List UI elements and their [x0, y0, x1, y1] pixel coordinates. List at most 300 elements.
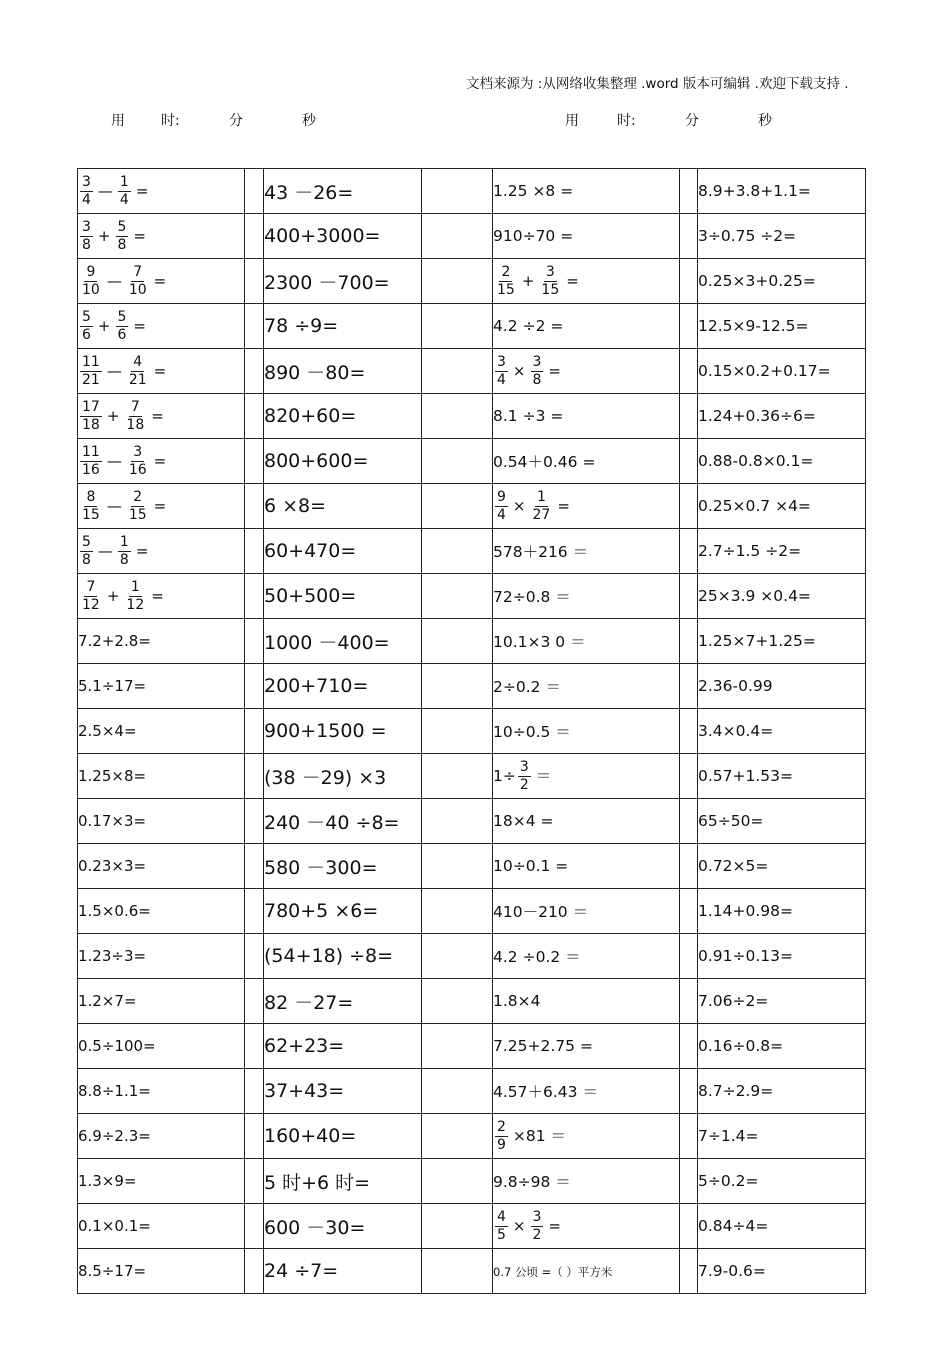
exercise-col4: [698, 574, 866, 619]
spacer-cell: [245, 574, 264, 619]
operator: —: [97, 542, 113, 560]
spacer-cell: [245, 619, 264, 664]
exercise-col1: [78, 214, 245, 259]
denominator: 4: [82, 191, 91, 208]
middle-gap: [422, 439, 493, 484]
expr-text: 1.25×7+1.25=: [698, 632, 816, 650]
expr-text: (54+18) ÷8=: [264, 945, 394, 967]
exercise-col2: [264, 1114, 422, 1159]
expr-text: 0.57+1.53=: [698, 767, 793, 785]
middle-gap: [422, 979, 493, 1024]
expr-text: 7.2+2.8=: [78, 632, 151, 650]
exercise-col1: [78, 664, 245, 709]
time-fen: 分: [685, 113, 699, 129]
expr-text: 9.8÷98 ＝: [493, 1173, 571, 1191]
spacer-cell: [680, 304, 698, 349]
middle-gap: [422, 349, 493, 394]
table-row: [78, 754, 866, 799]
expr-text: 4.57＋6.43 ＝: [493, 1083, 598, 1101]
exercise-col3: [493, 889, 680, 934]
middle-gap: [422, 529, 493, 574]
spacer-cell: [680, 934, 698, 979]
fraction: [531, 489, 553, 524]
expr-pre: 1÷: [493, 766, 516, 785]
operator: ×: [512, 362, 526, 380]
fraction: [531, 354, 544, 389]
exercise-col3: [493, 1159, 680, 1204]
numerator: 3: [545, 263, 555, 280]
fraction: [80, 354, 102, 389]
denominator: 10: [82, 281, 100, 298]
exercise-col1: [78, 574, 245, 619]
expr-text: 0.16÷0.8=: [698, 1037, 784, 1055]
denominator: 2: [532, 1226, 542, 1243]
expr-text: 78 ÷9=: [264, 315, 339, 337]
operator: +: [106, 407, 120, 425]
expr-text: 25×3.9 ×0.4=: [698, 587, 811, 605]
fraction: [80, 174, 93, 209]
middle-gap: [422, 709, 493, 754]
exercise-col3: [493, 574, 680, 619]
exercise-col3: [493, 619, 680, 664]
expr-post: ×81 ＝: [512, 1126, 567, 1145]
denominator: 15: [541, 281, 560, 298]
exercise-col4: [698, 529, 866, 574]
expr-text: 12.5×9-12.5=: [698, 317, 809, 335]
exercise-col1: [78, 394, 245, 439]
table-row: [78, 529, 866, 574]
exercise-col3: [493, 1024, 680, 1069]
expr-text: 400+3000=: [264, 225, 381, 247]
spacer-cell: [245, 169, 264, 214]
expr-text: 37+43=: [264, 1080, 345, 1102]
middle-gap: [422, 169, 493, 214]
exercise-col2: [264, 754, 422, 799]
operator: ×: [512, 1217, 526, 1235]
expr-text: 0.25×0.7 ×4=: [698, 497, 811, 515]
expr-text: (38 －29) ×3: [264, 766, 387, 789]
equals: =: [153, 497, 167, 515]
exercise-col3: [493, 799, 680, 844]
middle-gap: [422, 619, 493, 664]
middle-gap: [422, 1024, 493, 1069]
table-row: [78, 1114, 866, 1159]
numerator: 7: [86, 578, 96, 595]
denominator: 8: [532, 371, 542, 388]
exercise-col4: [698, 709, 866, 754]
expr-text: 800+600=: [264, 450, 369, 472]
exercise-col2: [264, 169, 422, 214]
expr-text: 1.5×0.6=: [78, 902, 151, 920]
spacer-cell: [245, 844, 264, 889]
spacer-cell: [680, 1114, 698, 1159]
exercise-col4: [698, 1159, 866, 1204]
numerator: 2: [501, 263, 511, 280]
fraction: [116, 309, 129, 344]
table-row: [78, 1024, 866, 1069]
denominator: 8: [117, 236, 127, 253]
exercise-col1: [78, 484, 245, 529]
exercise-col3: [493, 979, 680, 1024]
spacer-cell: [680, 1249, 698, 1294]
exercise-col4: [698, 394, 866, 439]
spacer-cell: [245, 934, 264, 979]
denominator: 27: [532, 506, 551, 523]
exercise-col4: [698, 889, 866, 934]
expr-text: 2.7÷1.5 ÷2=: [698, 542, 802, 560]
exercise-col3: [493, 394, 680, 439]
spacer-cell: [245, 1024, 264, 1069]
exercise-col3: [493, 169, 680, 214]
table-row: [78, 484, 866, 529]
time-label-left: [111, 110, 316, 130]
equals: =: [135, 182, 149, 200]
exercise-col3: [493, 1114, 680, 1159]
denominator: 4: [497, 371, 506, 388]
expr-text: 910÷70 =: [493, 227, 574, 245]
spacer-cell: [245, 1249, 264, 1294]
exercise-col1: [78, 754, 245, 799]
operator: +: [106, 587, 120, 605]
numerator: 3: [133, 443, 143, 460]
table-row: [78, 1159, 866, 1204]
expr-text: 1.2×7=: [78, 992, 137, 1010]
exercise-col4: [698, 1249, 866, 1294]
exercise-col4: [698, 484, 866, 529]
equals: =: [548, 362, 561, 380]
spacer-cell: [245, 1114, 264, 1159]
expr-text: 0.54＋0.46 =: [493, 453, 596, 471]
fraction: [80, 579, 102, 614]
fraction: [531, 1209, 544, 1244]
exercise-col4: [698, 799, 866, 844]
spacer-cell: [245, 889, 264, 934]
numerator: 17: [82, 398, 100, 415]
exercise-col4: [698, 214, 866, 259]
fraction: [127, 444, 149, 479]
exercise-col2: [264, 844, 422, 889]
exercise-col2: [264, 529, 422, 574]
denominator: 21: [128, 371, 147, 388]
denominator: 5: [497, 1226, 506, 1243]
equals: =: [151, 407, 164, 425]
expr-text: 1.14+0.98=: [698, 902, 793, 920]
numerator: 1: [119, 173, 129, 190]
exercise-col4: [698, 439, 866, 484]
fraction: [80, 534, 93, 569]
spacer-cell: [245, 214, 264, 259]
exercise-col2: [264, 574, 422, 619]
middle-gap: [422, 664, 493, 709]
middle-gap: [422, 754, 493, 799]
exercise-col2: [264, 484, 422, 529]
operator: +: [97, 317, 111, 335]
middle-gap: [422, 1114, 493, 1159]
fraction: [80, 489, 102, 524]
expr-text: 0.72×5=: [698, 857, 769, 875]
exercise-col4: [698, 844, 866, 889]
exercise-col1: [78, 709, 245, 754]
expr-text: 4.2 ÷2 =: [493, 317, 564, 335]
exercise-col3: [493, 484, 680, 529]
denominator: 12: [126, 596, 145, 613]
fraction: [80, 309, 93, 344]
exercise-col1: [78, 1114, 245, 1159]
fraction: [80, 219, 93, 254]
exercise-col4: [698, 979, 866, 1024]
time-miao: 秒: [758, 113, 772, 129]
expr-text: 2÷0.2 ＝: [493, 678, 561, 696]
exercise-col2: [264, 439, 422, 484]
fraction: [118, 174, 131, 209]
expr-text: 50+500=: [264, 585, 357, 607]
exercise-col2: [264, 349, 422, 394]
fraction: [80, 264, 102, 299]
numerator: 1: [536, 488, 546, 505]
exercise-col3: [493, 439, 680, 484]
table-row: [78, 889, 866, 934]
fraction: [495, 354, 508, 389]
table-row: [78, 214, 866, 259]
numerator: 8: [86, 488, 96, 505]
expr-text: 240 －40 ÷8=: [264, 811, 400, 834]
table-row: [78, 1249, 866, 1294]
expr-text: 0.15×0.2+0.17=: [698, 362, 831, 380]
exercise-col2: [264, 889, 422, 934]
exercise-col4: [698, 169, 866, 214]
expr-text: 7.25+2.75 =: [493, 1037, 593, 1055]
expr-text: 65÷50=: [698, 812, 764, 830]
middle-gap: [422, 934, 493, 979]
time-label-right: [565, 110, 772, 130]
operator: +: [521, 272, 535, 290]
numerator: 4: [497, 1208, 506, 1225]
exercise-col4: [698, 1069, 866, 1114]
equals: =: [153, 452, 167, 470]
time-shi: 时:: [617, 113, 636, 129]
fraction: [118, 534, 131, 569]
exercise-col2: [264, 799, 422, 844]
exercise-col2: [264, 394, 422, 439]
spacer-cell: [680, 169, 698, 214]
expr-text: 2300 －700=: [264, 271, 390, 294]
denominator: 15: [82, 506, 100, 523]
expr-text: 600 －30=: [264, 1216, 366, 1239]
numerator: 1: [119, 533, 129, 550]
expr-text: 8.1 ÷3 =: [493, 407, 564, 425]
denominator: 15: [497, 281, 515, 298]
table-row: [78, 1069, 866, 1114]
expr-text: 1.24+0.36÷6=: [698, 407, 816, 425]
exercise-col3: [493, 214, 680, 259]
expr-text: 0.88-0.8×0.1=: [698, 452, 814, 470]
fraction: [124, 579, 146, 614]
spacer-cell: [245, 1159, 264, 1204]
exercise-col2: [264, 1249, 422, 1294]
exercise-col4: [698, 619, 866, 664]
denominator: 9: [497, 1136, 506, 1153]
exercise-col4: [698, 1024, 866, 1069]
exercise-col3: [493, 709, 680, 754]
expr-text: 200+710=: [264, 675, 369, 697]
table-row: [78, 439, 866, 484]
spacer-cell: [680, 754, 698, 799]
fraction: [127, 354, 149, 389]
numerator: 3: [519, 758, 529, 775]
exercise-col2: [264, 1204, 422, 1249]
expr-text: 1.8×4: [493, 992, 541, 1010]
spacer-cell: [680, 664, 698, 709]
spacer-cell: [680, 1069, 698, 1114]
numerator: 7: [133, 263, 143, 280]
exercise-col1: [78, 304, 245, 349]
denominator: 21: [82, 371, 100, 388]
exercise-col2: [264, 934, 422, 979]
operator: —: [106, 497, 122, 515]
numerator: 3: [82, 173, 91, 190]
expr-text: 62+23=: [264, 1035, 345, 1057]
expr-text: 60+470=: [264, 540, 357, 562]
expr-text: 578＋216 ＝: [493, 543, 589, 561]
exercise-col3: [493, 754, 680, 799]
exercise-col1: [78, 529, 245, 574]
denominator: 6: [117, 326, 127, 343]
middle-gap: [422, 1069, 493, 1114]
table-row: [78, 619, 866, 664]
spacer-cell: [245, 304, 264, 349]
exercise-col1: [78, 439, 245, 484]
equals: =: [151, 587, 164, 605]
exercise-col4: [698, 664, 866, 709]
exercise-col1: [78, 1204, 245, 1249]
exercise-col1: [78, 619, 245, 664]
numerator: 5: [117, 308, 127, 325]
expr-text: 0.25×3+0.25=: [698, 272, 816, 290]
middle-gap: [422, 1249, 493, 1294]
time-miao: 秒: [302, 113, 316, 129]
spacer-cell: [680, 529, 698, 574]
spacer-cell: [680, 394, 698, 439]
fraction: [495, 264, 517, 299]
spacer-cell: [680, 844, 698, 889]
equals: =: [135, 542, 149, 560]
denominator: 18: [82, 416, 100, 433]
equals: =: [548, 1217, 561, 1235]
exercise-col1: [78, 979, 245, 1024]
spacer-cell: [245, 664, 264, 709]
denominator: 8: [119, 551, 129, 568]
expr-text: 410－210 ＝: [493, 903, 589, 921]
spacer-cell: [680, 214, 698, 259]
equals: =: [133, 317, 146, 335]
table-row: [78, 169, 866, 214]
exercise-col1: [78, 169, 245, 214]
numerator: 5: [117, 218, 127, 235]
expr-text: 0.84÷4=: [698, 1217, 769, 1235]
table-row: [78, 664, 866, 709]
expr-post: ＝: [535, 766, 552, 785]
exercise-col4: [698, 1204, 866, 1249]
spacer-cell: [245, 799, 264, 844]
fraction: [116, 219, 129, 254]
operator: —: [97, 182, 113, 200]
expr-text: 0.91÷0.13=: [698, 947, 793, 965]
denominator: 12: [82, 596, 100, 613]
exercise-col1: [78, 259, 245, 304]
exercise-col1: [78, 1024, 245, 1069]
middle-gap: [422, 1204, 493, 1249]
spacer-cell: [680, 799, 698, 844]
expr-text: 1.3×9=: [78, 1172, 137, 1190]
fraction: [127, 489, 149, 524]
expr-text: 1000 －400=: [264, 631, 390, 654]
spacer-cell: [245, 979, 264, 1024]
exercise-col2: [264, 1024, 422, 1069]
exercise-col3: [493, 349, 680, 394]
expr-text: 780+5 ×6=: [264, 900, 379, 922]
exercise-table: [77, 168, 866, 1294]
expr-text: 4.2 ÷0.2 ＝: [493, 948, 581, 966]
spacer-cell: [680, 1159, 698, 1204]
middle-gap: [422, 1159, 493, 1204]
numerator: 3: [532, 1208, 542, 1225]
denominator: 16: [128, 461, 147, 478]
numerator: 5: [82, 533, 91, 550]
middle-gap: [422, 484, 493, 529]
middle-gap: [422, 889, 493, 934]
fraction: [80, 399, 102, 434]
exercise-col1: [78, 889, 245, 934]
exercise-col4: [698, 934, 866, 979]
expr-text: 24 ÷7=: [264, 1260, 339, 1282]
numerator: 9: [86, 263, 96, 280]
exercise-col3: [493, 664, 680, 709]
exercise-col2: [264, 1069, 422, 1114]
middle-gap: [422, 394, 493, 439]
expr-text: 2.36-0.99: [698, 677, 773, 695]
expr-text: 0.17×3=: [78, 812, 147, 830]
expr-text: 0.1×0.1=: [78, 1217, 151, 1235]
denominator: 8: [82, 551, 91, 568]
fraction: [539, 264, 561, 299]
spacer-cell: [680, 349, 698, 394]
time-yong: 用: [111, 113, 125, 129]
spacer-cell: [245, 349, 264, 394]
middle-gap: [422, 574, 493, 619]
spacer-cell: [680, 439, 698, 484]
table-row: [78, 304, 866, 349]
middle-gap: [422, 844, 493, 889]
fraction: [495, 489, 508, 524]
expr-text: 0.23×3=: [78, 857, 147, 875]
numerator: 3: [82, 218, 91, 235]
spacer-cell: [680, 1024, 698, 1069]
table-row: [78, 394, 866, 439]
spacer-cell: [680, 484, 698, 529]
expr-text: 43 －26=: [264, 181, 354, 204]
exercise-col1: [78, 934, 245, 979]
time-yong: 用: [565, 113, 579, 129]
denominator: 15: [128, 506, 147, 523]
expr-text: 0.7 公顷 =（ ）平方米: [493, 1265, 613, 1279]
denominator: 2: [519, 776, 529, 793]
exercise-col4: [698, 349, 866, 394]
fraction: [127, 264, 149, 299]
exercise-col3: [493, 259, 680, 304]
expr-text: 8.8÷1.1=: [78, 1082, 151, 1100]
spacer-cell: [245, 439, 264, 484]
table-row: [78, 844, 866, 889]
